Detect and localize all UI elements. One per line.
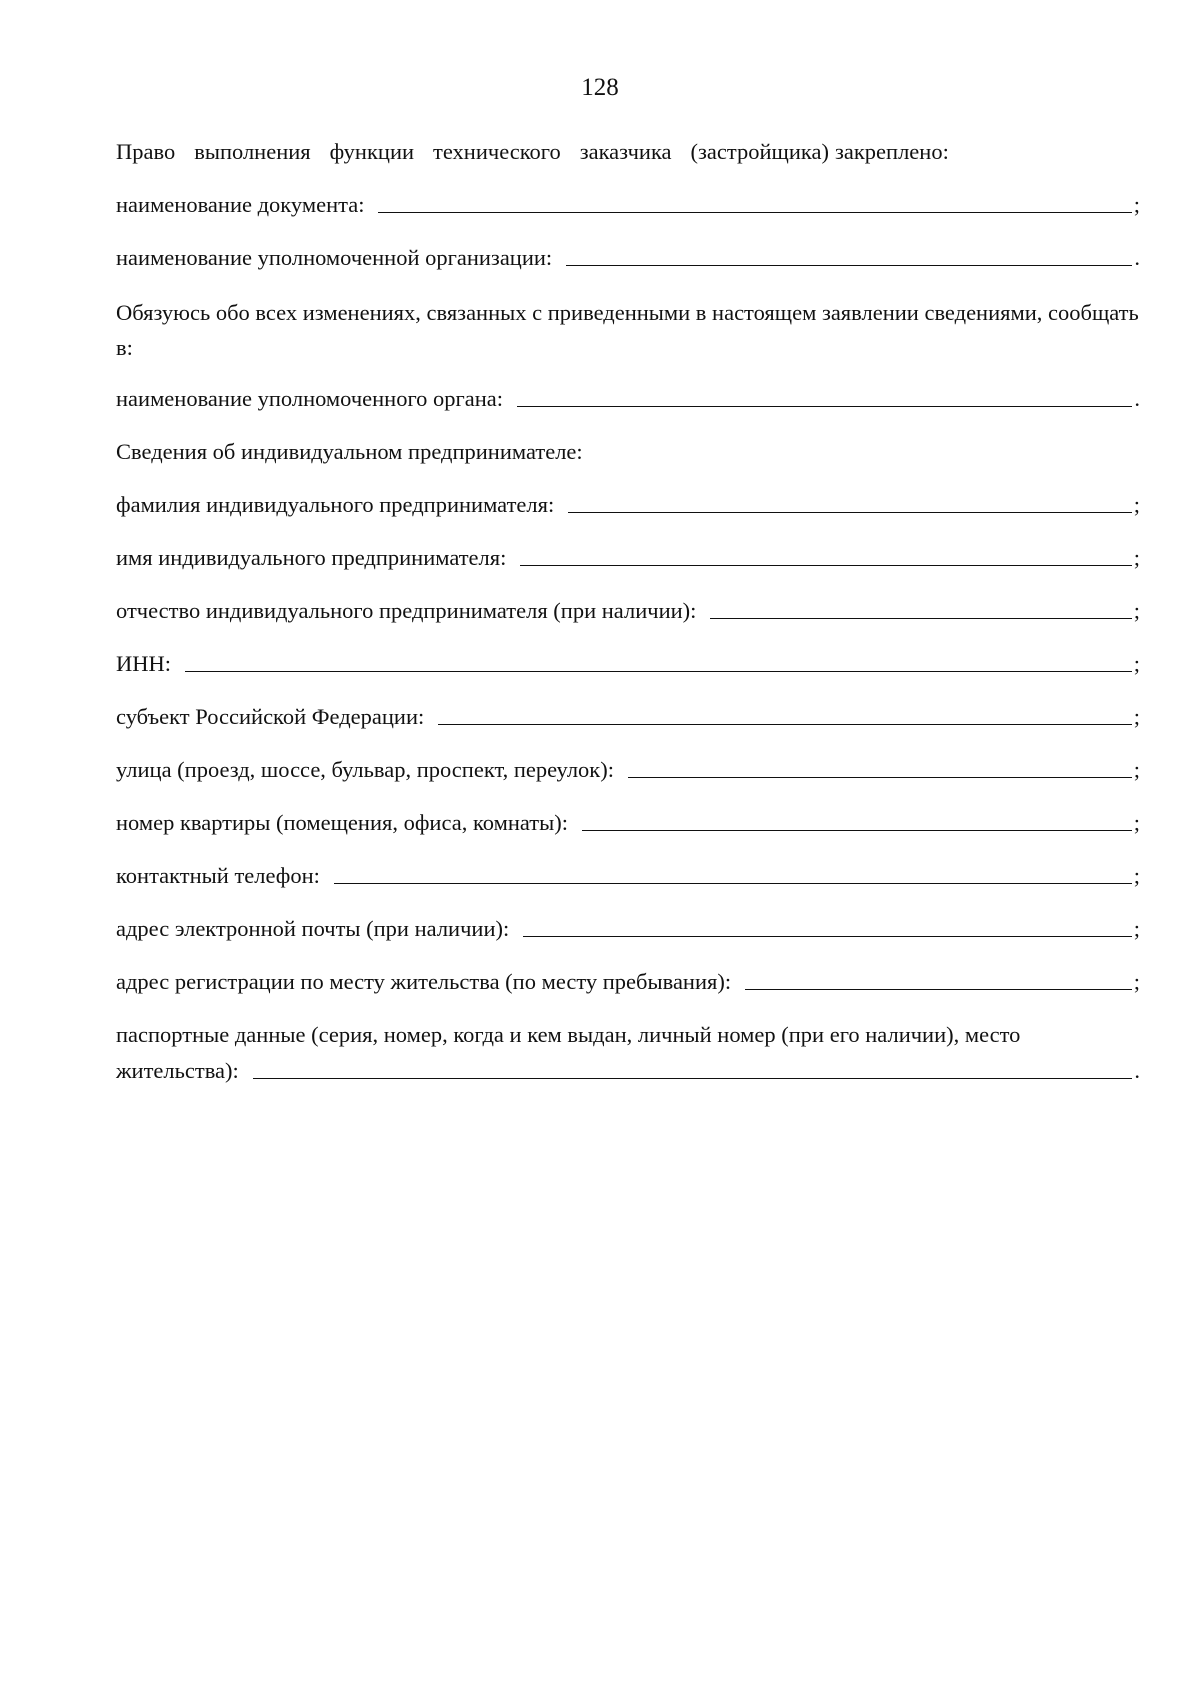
field-blank-line[interactable]: [582, 830, 1132, 831]
field-blank-line[interactable]: [253, 1078, 1133, 1079]
field-label: ИНН:: [116, 651, 171, 676]
field-label: адрес регистрации по месту жительства (по месту пребывания):: [116, 969, 732, 994]
email-field[interactable]: [116, 913, 1140, 945]
field-blank-line[interactable]: [334, 883, 1132, 884]
intro-word: функции: [329, 139, 415, 164]
field-end-mark: ;: [1133, 192, 1140, 217]
intro-word: технического: [433, 139, 561, 164]
field-label: улица (проезд, шоссе, бульвар, проспект, переулок):: [116, 757, 614, 782]
field-blank-line[interactable]: [628, 777, 1132, 778]
intro-word: (застройщика): [690, 139, 829, 164]
contact-phone-field[interactable]: [116, 860, 1140, 892]
intro-word: закреплено:: [834, 139, 949, 164]
field-blank-line[interactable]: [568, 512, 1132, 513]
obligation-paragraph: Обязуюсь обо всех изменениях, связанных с приведенными в настоящем заявлении сведениями, сообщать в:: [116, 300, 1139, 360]
intro-title: [116, 136, 1140, 168]
surname-field[interactable]: [116, 489, 1140, 521]
registration-address-field[interactable]: [116, 966, 1140, 998]
inn-field[interactable]: [116, 648, 1140, 680]
field-end-mark: ;: [1133, 916, 1140, 941]
authority-name-field[interactable]: [116, 383, 1140, 415]
passport-label-line: паспортные данные (серия, номер, когда и кем выдан, личный номер (при его наличии), место: [116, 1022, 1021, 1047]
field-end-mark: ;: [1133, 545, 1140, 570]
field-end-mark: ;: [1133, 863, 1140, 888]
patronymic-field[interactable]: [116, 595, 1140, 627]
field-end-mark: ;: [1133, 651, 1140, 676]
field-end-mark: .: [1134, 245, 1140, 270]
field-label: фамилия индивидуального предпринимателя:: [116, 492, 555, 517]
passport-residence-line[interactable]: [116, 1055, 1140, 1087]
form-content: [116, 136, 1140, 1108]
field-blank-line[interactable]: [185, 671, 1132, 672]
field-blank-line[interactable]: [566, 265, 1132, 266]
field-label: контактный телефон:: [116, 863, 320, 888]
document-name-field[interactable]: [116, 189, 1140, 221]
field-label: номер квартиры (помещения, офиса, комнаты):: [116, 810, 568, 835]
field-label: жительства):: [116, 1058, 239, 1083]
field-blank-line[interactable]: [745, 989, 1132, 990]
field-end-mark: ;: [1133, 810, 1140, 835]
field-label: субъект Российской Федерации:: [116, 704, 425, 729]
field-end-mark: ;: [1133, 969, 1140, 994]
field-blank-line[interactable]: [520, 565, 1131, 566]
field-end-mark: ;: [1133, 598, 1140, 623]
intro-word: выполнения: [194, 139, 311, 164]
authorized-organization-field[interactable]: [116, 242, 1140, 274]
field-blank-line[interactable]: [378, 212, 1131, 213]
field-label: отчество индивидуального предпринимателя (при наличии):: [116, 598, 697, 623]
entrepreneur-heading: Сведения об индивидуальном предпринимателе:: [116, 439, 583, 464]
street-field[interactable]: [116, 754, 1140, 786]
intro-word: Право: [116, 139, 176, 164]
first-name-field[interactable]: [116, 542, 1140, 574]
apartment-number-field[interactable]: [116, 807, 1140, 839]
passport-data-field[interactable]: [116, 1019, 1140, 1087]
intro-word: заказчика: [579, 139, 672, 164]
field-end-mark: .: [1134, 1058, 1140, 1083]
field-end-mark: ;: [1133, 757, 1140, 782]
field-label: адрес электронной почты (при наличии):: [116, 916, 510, 941]
field-end-mark: ;: [1133, 704, 1140, 729]
field-end-mark: .: [1134, 386, 1140, 411]
field-blank-line[interactable]: [710, 618, 1131, 619]
field-end-mark: ;: [1133, 492, 1140, 517]
field-blank-line[interactable]: [517, 406, 1132, 407]
field-blank-line[interactable]: [438, 724, 1131, 725]
field-label: имя индивидуального предпринимателя:: [116, 545, 507, 570]
field-label: наименование уполномоченной организации:: [116, 245, 553, 270]
field-label: наименование документа:: [116, 192, 365, 217]
field-blank-line[interactable]: [523, 936, 1132, 937]
field-label: наименование уполномоченного органа:: [116, 386, 504, 411]
page-number: 128: [581, 74, 619, 101]
federal-subject-field[interactable]: [116, 701, 1140, 733]
